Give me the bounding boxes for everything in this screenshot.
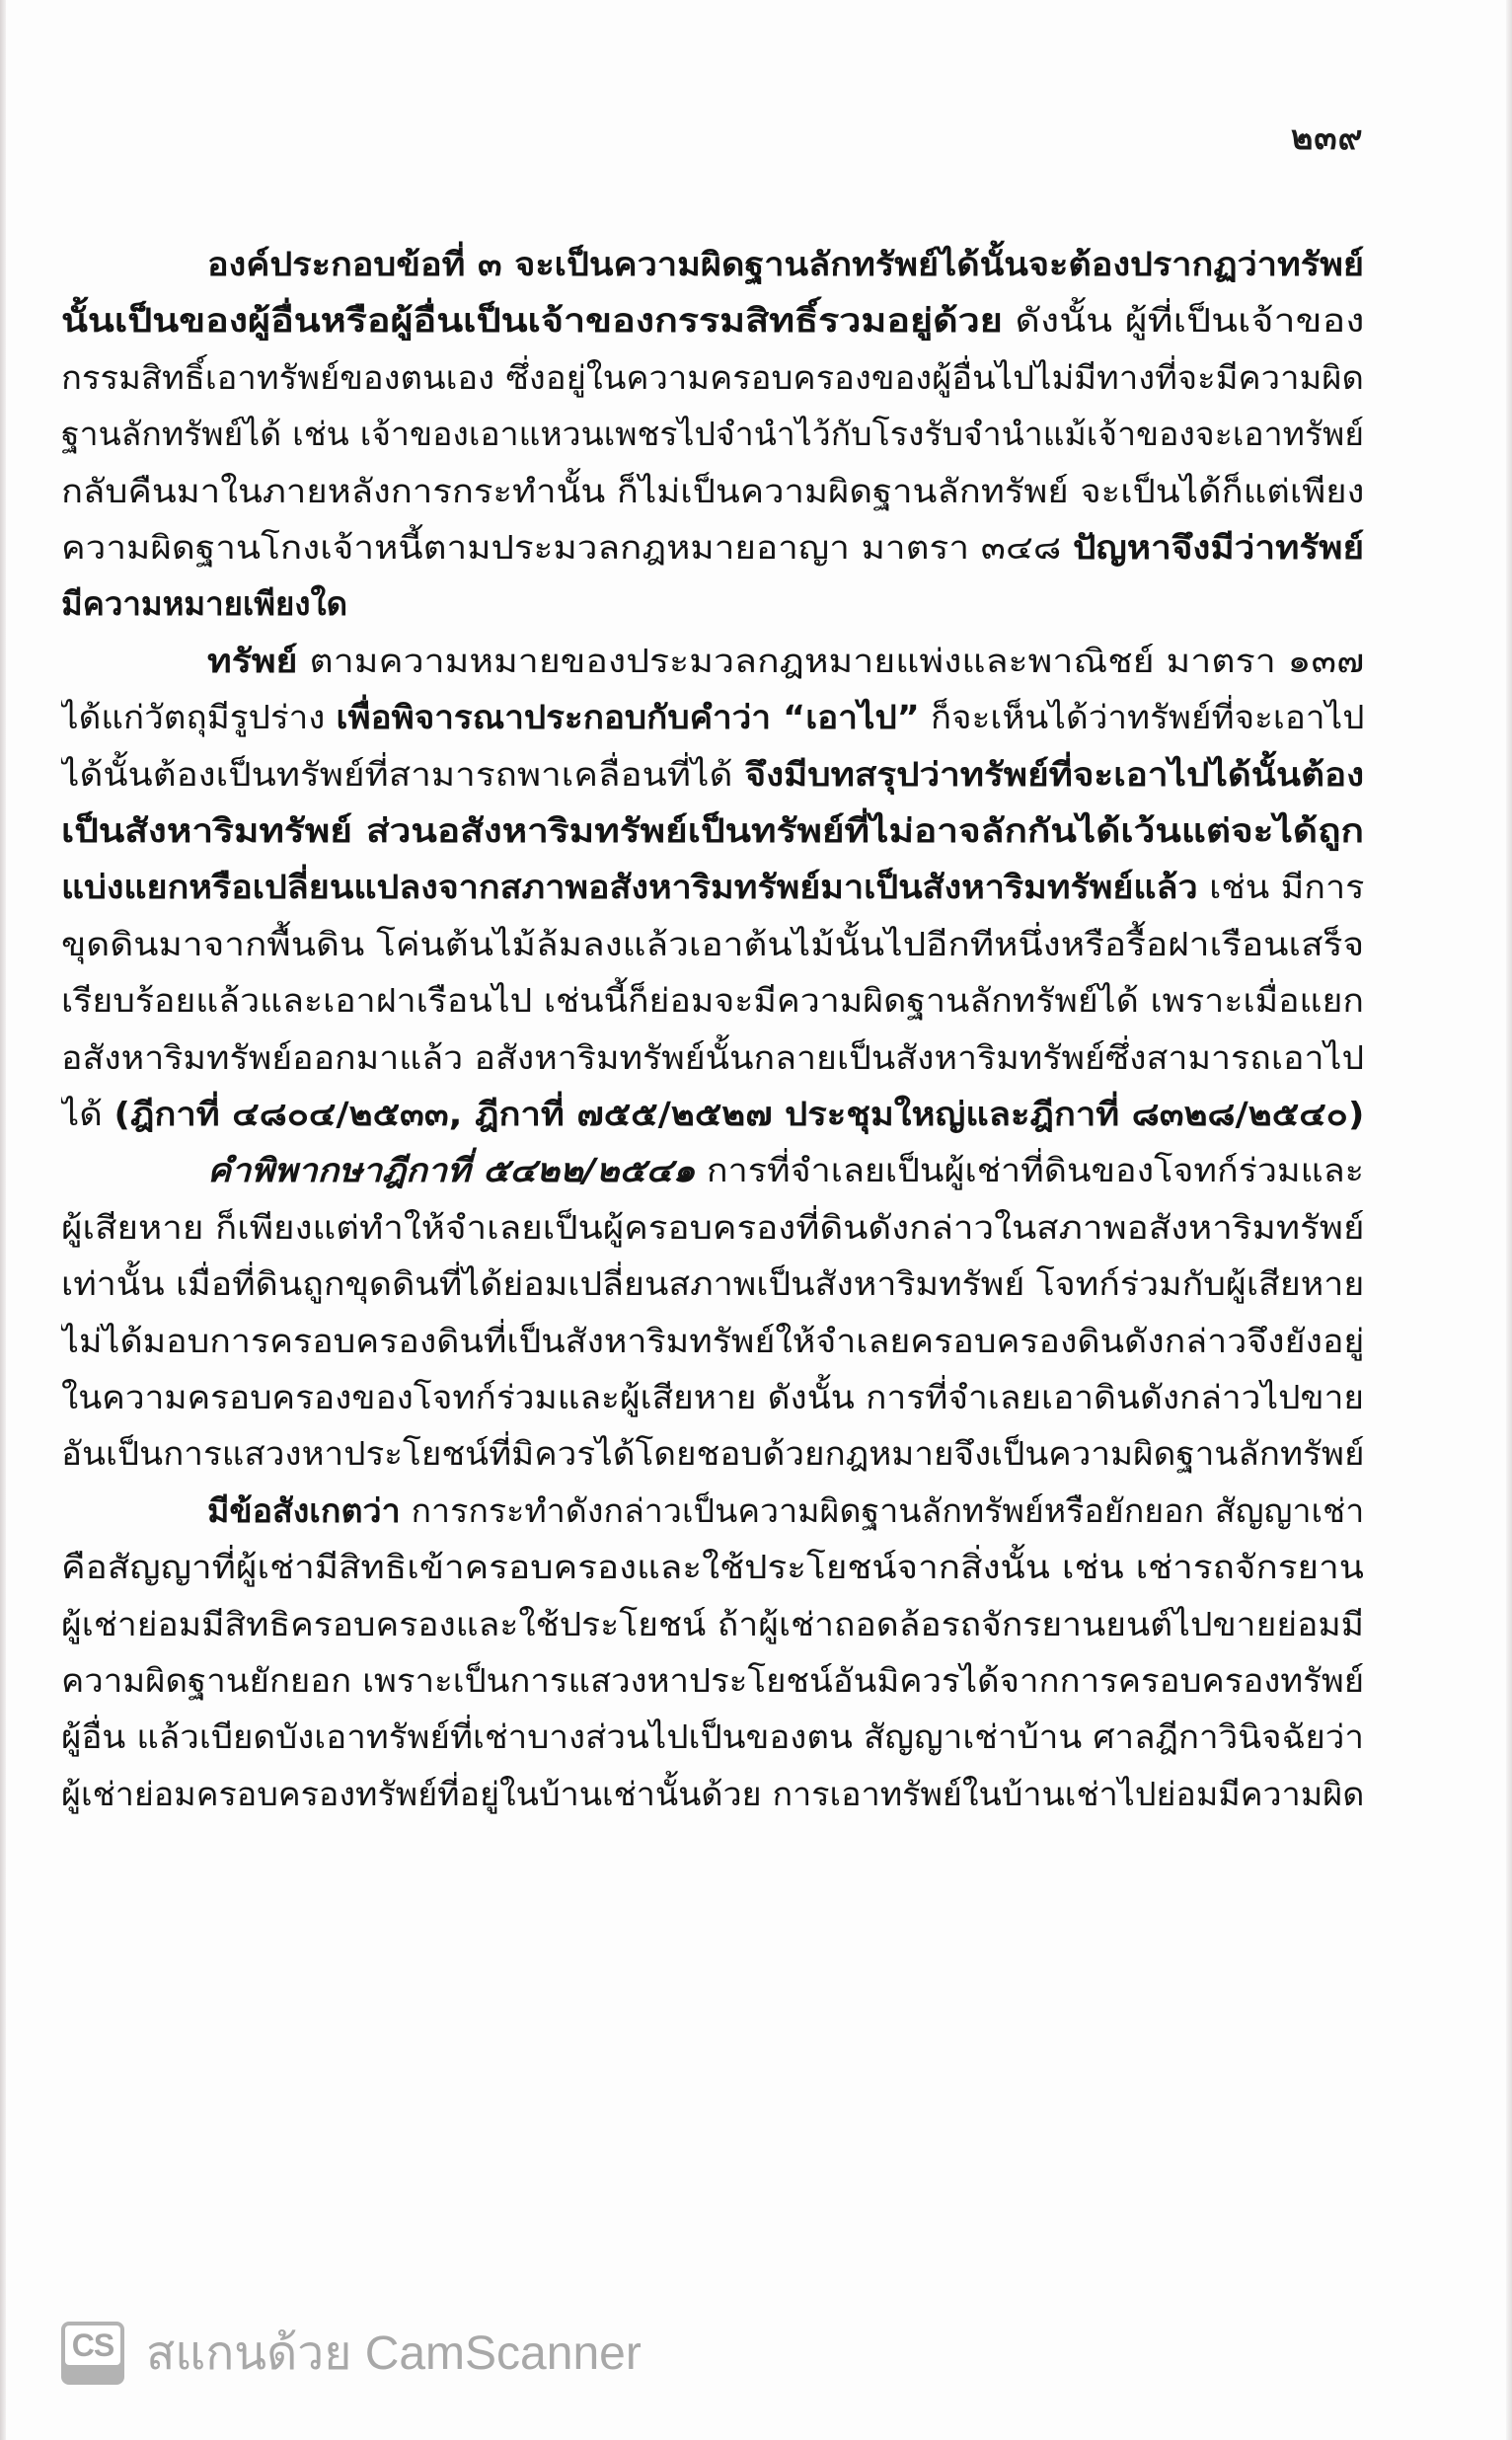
text-segment: ขุดดินมาจากพื้นดิน โค่นต้นไม้ล้มลงแล้วเอาต้นไม้นั้นไปอีกทีหนึ่งหรือรื้อฝาเรือนเสร็จ <box>61 925 1365 963</box>
text-line <box>207 634 1364 689</box>
text-segment: ความผิดฐานยักยอก เพราะเป็นการแสวงหาประโยชน์อันมิควรได้จากการครอบครองทรัพย์ <box>61 1661 1364 1700</box>
text-segment: ได้นั้นต้องเป็นทรัพย์ที่สามารถพาเคลื่อนที่ได้ <box>61 755 745 794</box>
text-line <box>61 1653 1364 1709</box>
bold-text: แบ่งแยกหรือเปลี่ยนแปลงจากสภาพอสังหาริมทรัพย์มาเป็นสังหาริมทรัพย์แล้ว <box>61 868 1198 906</box>
text-line <box>207 1143 1364 1198</box>
text-line <box>61 520 1364 575</box>
text-segment: อันเป็นการแสวงหาประโยชน์ที่มิควรได้โดยชอบด้วยกฎหมายจึงเป็นความผิดฐานลักทรัพย์ <box>61 1434 1365 1473</box>
text-segment: ได้ <box>61 1095 114 1133</box>
bold-text: มีความหมายเพียงใด <box>61 584 348 623</box>
bold-text: เพื่อพิจารณาประกอบกับคำว่า “เอาไป” <box>336 698 920 736</box>
text-line <box>61 1426 1364 1482</box>
text-line <box>61 1767 1364 1822</box>
text-segment: ก็จะเห็นได้ว่าทรัพย์ที่จะเอาไป <box>919 698 1365 736</box>
text-segment: กรรมสิทธิ์เอาทรัพย์ของตนเอง ซึ่งอยู่ในความครอบครองของผู้อื่นไปไม่มีทางที่จะมีความผิด <box>61 358 1364 397</box>
text-segment: ผู้เช่าย่อมครอบครองทรัพย์ที่อยู่ในบ้านเช่านั้นด้วย การเอาทรัพย์ในบ้านเช่าไปย่อมมีความผิด <box>61 1775 1365 1813</box>
text-segment: ความผิดฐานโกงเจ้าหนี้ตามประมวลกฎหมายอาญา มาตรา ๓๔๘ <box>61 528 1074 567</box>
text-line <box>61 293 1364 348</box>
text-line <box>61 576 1364 632</box>
bold-text: องค์ประกอบข้อที่ ๓ จะเป็นความผิดฐานลักทรัพย์ได้นั้นจะต้องปรากฏว่าทรัพย์ <box>207 245 1365 283</box>
text-segment: ฐานลักทรัพย์ได้ เช่น เจ้าของเอาแหวนเพชรไปจำนำไว้กับโรงรับจำนำแม้เจ้าของจะเอาทรัพย์ <box>61 415 1365 453</box>
text-line <box>61 747 1364 802</box>
text-line <box>61 350 1364 406</box>
bold-text: ทรัพย์ <box>207 642 298 680</box>
scan-shadow-left <box>0 0 6 2440</box>
text-line <box>61 973 1364 1029</box>
text-segment: ตามความหมายของประมวลกฎหมายแพ่งและพาณิชย์ มาตรา ๑๓๗ <box>297 642 1365 680</box>
text-line <box>61 1314 1364 1369</box>
bold-italic-text: คำพิพากษาฎีกาที่ ๕๔๒๒/๒๕๔๑ <box>207 1151 696 1189</box>
text-segment: ผู้อื่น แล้วเบียดบังเอาทรัพย์ที่เช่าบางส่วนไปเป็นของตน สัญญาเช่าบ้าน ศาลฎีกาวินิจฉัยว่า <box>61 1717 1365 1756</box>
text-segment: การที่จำเลยเป็นผู้เช่าที่ดินของโจทก์ร่วมและ <box>695 1151 1365 1189</box>
text-line <box>61 1030 1364 1086</box>
text-line <box>61 690 1364 745</box>
text-segment: เรียบร้อยแล้วและเอาฝาเรือนไป เช่นนี้ก็ย่อมจะมีความผิดฐานลักทรัพย์ได้ เพราะเมื่อแยก <box>61 981 1365 1020</box>
camscanner-cs-logo-icon <box>61 2322 124 2385</box>
text-segment: ในความครอบครองของโจทก์ร่วมและผู้เสียหาย ดังนั้น การที่จำเลยเอาดินดังกล่าวไปขาย <box>61 1378 1365 1416</box>
text-line <box>61 1087 1364 1142</box>
watermark-text: สแกนด้วย CamScanner <box>146 2327 642 2380</box>
page-number: ๒๓๙ <box>1291 118 1364 158</box>
text-line <box>61 407 1364 462</box>
text-line <box>61 1257 1364 1312</box>
text-line <box>207 1484 1364 1539</box>
text-line <box>61 464 1364 519</box>
bold-text: เป็นสังหาริมทรัพย์ ส่วนอสังหาริมทรัพย์เป็นทรัพย์ที่ไม่อาจลักกันได้เว้นแต่จะได้ถูก <box>61 811 1364 850</box>
text-segment: เท่านั้น เมื่อที่ดินถูกขุดดินที่ได้ย่อมเปลี่ยนสภาพเป็นสังหาริมทรัพย์ โจทก์ร่วมกับผู้เสียหาย <box>61 1264 1365 1303</box>
text-line <box>61 1597 1364 1652</box>
scan-shadow-right <box>1506 0 1512 2440</box>
text-segment: ผู้เช่าย่อมมีสิทธิครอบครองและใช้ประโยชน์ ถ้าผู้เช่าถอดล้อรถจักรยานยนต์ไปขายย่อมมี <box>61 1605 1365 1643</box>
text-line <box>207 237 1364 292</box>
text-line <box>61 803 1364 859</box>
text-segment: คือสัญญาที่ผู้เช่ามีสิทธิเข้าครอบครองและใช้ประโยชน์จากสิ่งนั้น เช่น เช่ารถจักรยาน <box>61 1548 1364 1586</box>
text-segment: ไม่ได้มอบการครอบครองดินที่เป็นสังหาริมทรัพย์ให้จำเลยครอบครองดินดังกล่าวจึงยังอยู่ <box>61 1322 1365 1360</box>
text-segment: การกระทำดังกล่าวเป็นความผิดฐานลักทรัพย์หรือยักยอก สัญญาเช่า <box>400 1491 1365 1530</box>
camscanner-watermark <box>61 2318 642 2389</box>
text-segment: อสังหาริมทรัพย์ออกมาแล้ว อสังหาริมทรัพย์นั้นกลายเป็นสังหาริมทรัพย์ซึ่งสามารถเอาไป <box>61 1038 1365 1077</box>
text-segment: ได้แก่วัตถุมีรูปร่าง <box>61 698 337 736</box>
bold-text: (ฎีกาที่ ๔๘๐๔/๒๕๓๓, ฎีกาที่ ๗๕๕/๒๕๒๗ ประชุมใหญ่และฎีกาที่ ๘๓๒๘/๒๕๔๐) <box>113 1095 1364 1133</box>
bold-text: ปัญหาจึงมีว่าทรัพย์ <box>1073 528 1365 567</box>
text-line <box>61 1710 1364 1765</box>
text-line <box>61 1200 1364 1256</box>
text-segment: ดังนั้น ผู้ที่เป็นเจ้าของ <box>1002 301 1365 340</box>
text-line <box>61 860 1364 915</box>
text-segment: ผู้เสียหาย ก็เพียงแต่ทำให้จำเลยเป็นผู้ครอบครองที่ดินดังกล่าวในสภาพอสังหาริมทรัพย์ <box>61 1208 1365 1247</box>
text-segment: เช่น มีการ <box>1197 868 1364 906</box>
text-line <box>61 1540 1364 1595</box>
text-segment: กลับคืนมาในภายหลังการกระทำนั้น ก็ไม่เป็นความผิดฐานลักทรัพย์ จะเป็นได้ก็แต่เพียง <box>61 472 1365 510</box>
bold-text: มีข้อสังเกตว่า <box>207 1491 401 1530</box>
bold-text: จึงมีบทสรุปว่าทรัพย์ที่จะเอาไปได้นั้นต้อง <box>744 755 1365 794</box>
cs-logo-text: CS <box>65 2326 120 2365</box>
text-line <box>61 1370 1364 1425</box>
text-line <box>61 917 1364 972</box>
bold-text: นั้นเป็นของผู้อื่นหรือผู้อื่นเป็นเจ้าของกรรมสิทธิ์รวมอยู่ด้วย <box>61 301 1003 340</box>
